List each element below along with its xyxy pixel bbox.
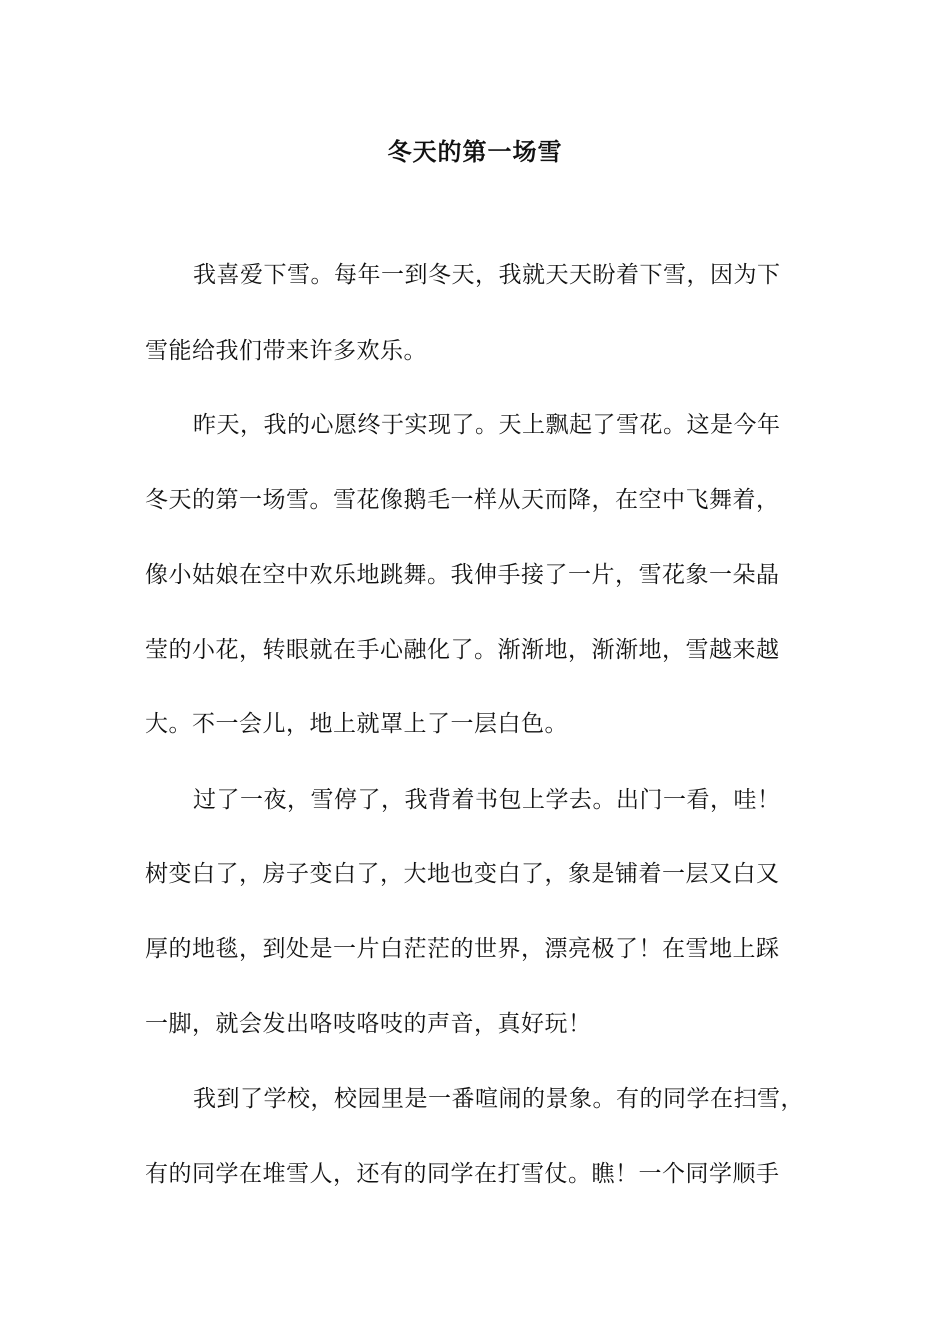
paragraph-line: 树变白了，房子变白了，大地也变白了，象是铺着一层又白又 — [145, 861, 780, 887]
paragraph-line: 雪能给我们带来许多欢乐。 — [145, 338, 427, 364]
paragraph-line: 昨天，我的心愿终于实现了。天上飘起了雪花。这是今年 — [193, 412, 781, 438]
paragraph-line: 我到了学校，校园里是一番喧闹的景象。有的同学在扫雪， — [193, 1086, 804, 1112]
document-title: 冬天的第一场雪 — [387, 137, 563, 166]
paragraph-line: 莹的小花，转眼就在手心融化了。渐渐地，渐渐地，雪越来越 — [145, 637, 780, 663]
paragraph-line: 一脚，就会发出咯吱咯吱的声音，真好玩！ — [145, 1011, 592, 1037]
paragraph-line: 大。不一会儿，地上就罩上了一层白色。 — [145, 711, 568, 737]
paragraph-line: 过了一夜，雪停了，我背着书包上学去。出门一看，哇！ — [193, 787, 781, 813]
paragraph-line: 有的同学在堆雪人，还有的同学在打雪仗。瞧！一个同学顺手 — [145, 1161, 780, 1187]
paragraph-line: 像小姑娘在空中欢乐地跳舞。我伸手接了一片，雪花象一朵晶 — [145, 562, 780, 588]
paragraph-line: 厚的地毯，到处是一片白茫茫的世界，漂亮极了！在雪地上踩 — [145, 936, 780, 962]
paragraph-line: 冬天的第一场雪。雪花像鹅毛一样从天而降，在空中飞舞着， — [145, 487, 780, 513]
paragraph-line: 我喜爱下雪。每年一到冬天，我就天天盼着下雪，因为下 — [193, 262, 781, 288]
